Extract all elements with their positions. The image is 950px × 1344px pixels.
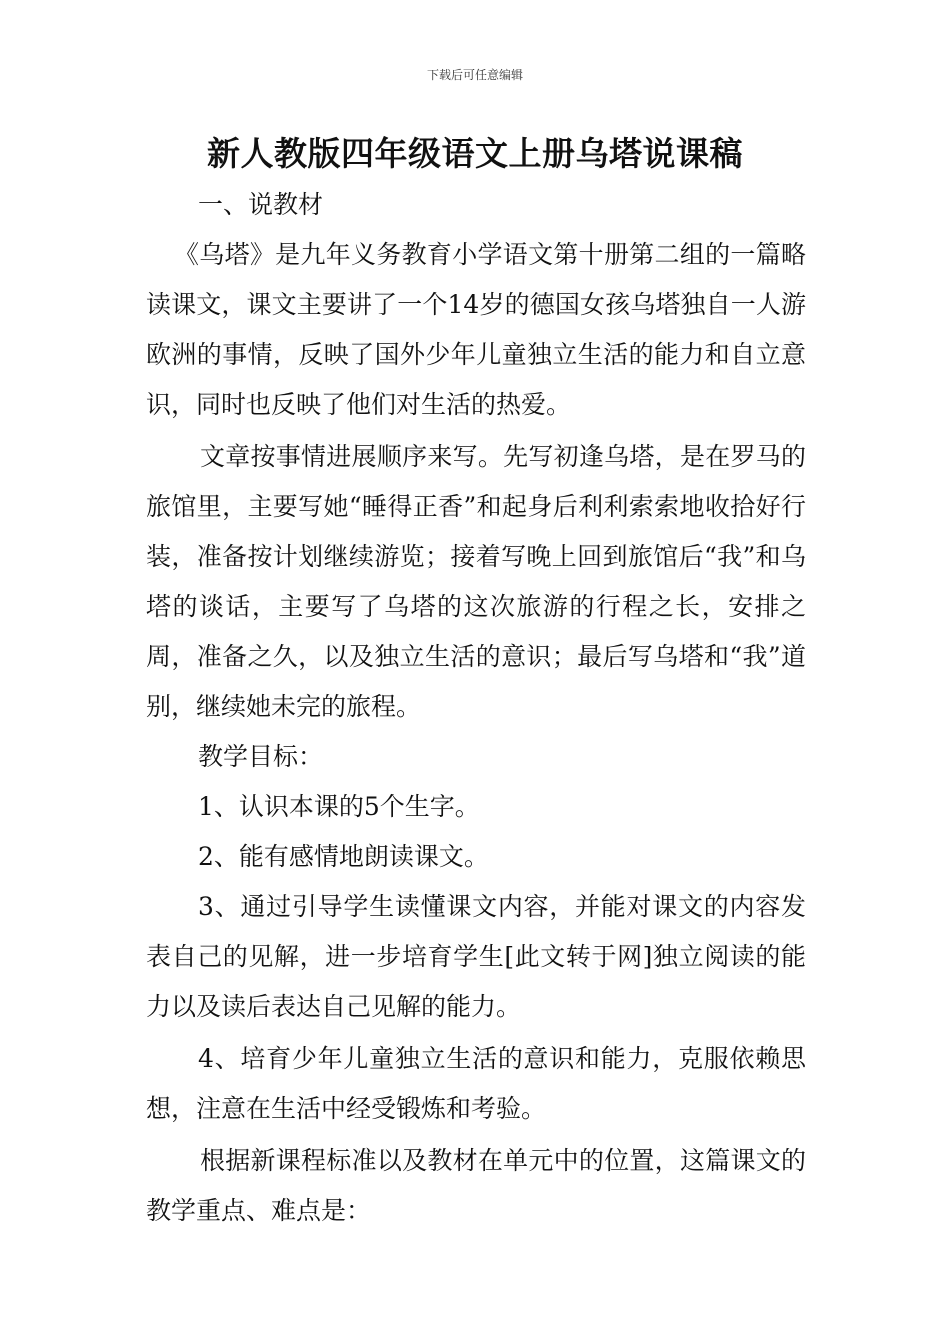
goal-item: 3、通过引导学生读懂课文内容，并能对课文的内容发表自己的见解，进一步培育学生[此文转于网]独立阅读的能力以及读后表达自己见解的能力。 xyxy=(146,892,806,1021)
document-body xyxy=(146,180,806,1236)
goal-item: 2、能有感情地朗读课文。 xyxy=(198,842,489,871)
paragraph-structure: 文章按事情进展顺序来写。先写初逢乌塔，是在罗马的旅馆里，主要写她“睡得正香”和起身后利利索索地收拾好行装，准备按计划继续游览；接着写晚上回到旅馆后“我”和乌塔的谈话，主要写了乌塔的这次旅游的行程之长，安排之周，准备之久，以及独立生活的意识；最后写乌塔和“我”道别，继续她未完的旅程。 xyxy=(146,442,806,721)
header-note: 下载后可任意编辑 xyxy=(426,68,523,82)
document-title: 新人教版四年级语文上册乌塔说课稿 xyxy=(207,134,743,173)
goal-item: 1、认识本课的5个生字。 xyxy=(198,792,480,821)
goal-item: 4、培育少年儿童独立生活的意识和能力，克服依赖思想，注意在生活中经受锻炼和考验。 xyxy=(146,1044,806,1123)
goals-heading: 教学目标： xyxy=(198,742,324,771)
section-heading: 一、说教材 xyxy=(198,190,324,219)
paragraph-intro: 《乌塔》是九年义务教育小学语文第十册第二组的一篇略读课文，课文主要讲了一个14岁的德国女孩乌塔独自一人游欧洲的事情，反映了国外少年儿童独立生活的能力和自立意识，同时也反映了他们对生活的热爱。 xyxy=(146,240,806,419)
paragraph-focus: 根据新课程标准以及教材在单元中的位置，这篇课文的教学重点、难点是： xyxy=(146,1146,806,1225)
